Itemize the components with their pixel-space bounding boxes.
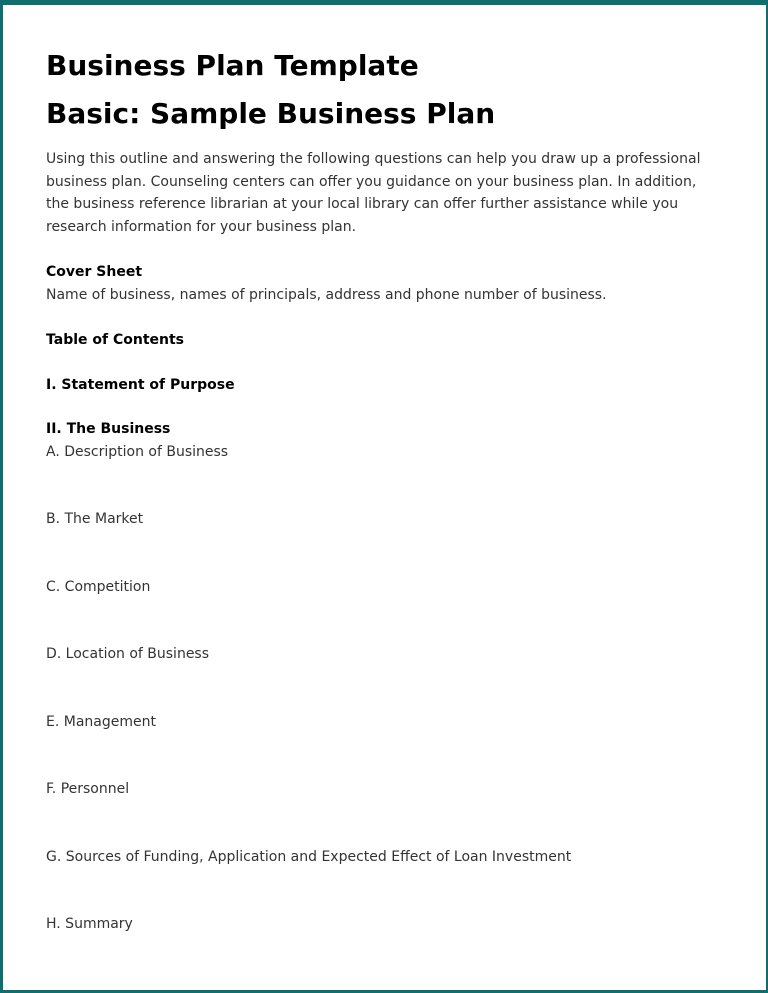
- outline-item-summary: H. Summary: [46, 916, 133, 933]
- outline-item-location-of-business: D. Location of Business: [46, 646, 210, 663]
- outline-item-description-of-business: A. Description of Business: [46, 443, 229, 460]
- outline-item-the-market: B. The Market: [46, 511, 144, 528]
- outline-item-personnel: F. Personnel: [46, 781, 130, 798]
- outline-item-the-business: II. The Business: [46, 421, 171, 438]
- document-title-secondary: Basic: Sample Business Plan: [46, 96, 496, 130]
- outline-item-sources-of-funding: G. Sources of Funding, Application and Expected Effect of Loan Investment: [46, 848, 572, 865]
- cover-sheet-description: Name of business, names of principals, address and phone number of business.: [46, 286, 607, 303]
- document-title-primary: Business Plan Template: [46, 49, 419, 82]
- document-content: [3, 5, 766, 936]
- outline-item-management: E. Management: [46, 713, 156, 730]
- outline-item-competition: C. Competition: [46, 578, 151, 595]
- table-of-contents-heading: Table of Contents: [46, 332, 185, 349]
- intro-paragraph: Using this outline and answering the following questions can help you draw up a professional business plan. Counseling centers can offer you guidance on your business plan. In addition, the business reference librarian at your local library can offer further assistance while you research information for your business plan.: [46, 151, 701, 235]
- outline-item-statement-of-purpose: I. Statement of Purpose: [46, 376, 235, 393]
- cover-sheet-heading: Cover Sheet: [46, 264, 143, 281]
